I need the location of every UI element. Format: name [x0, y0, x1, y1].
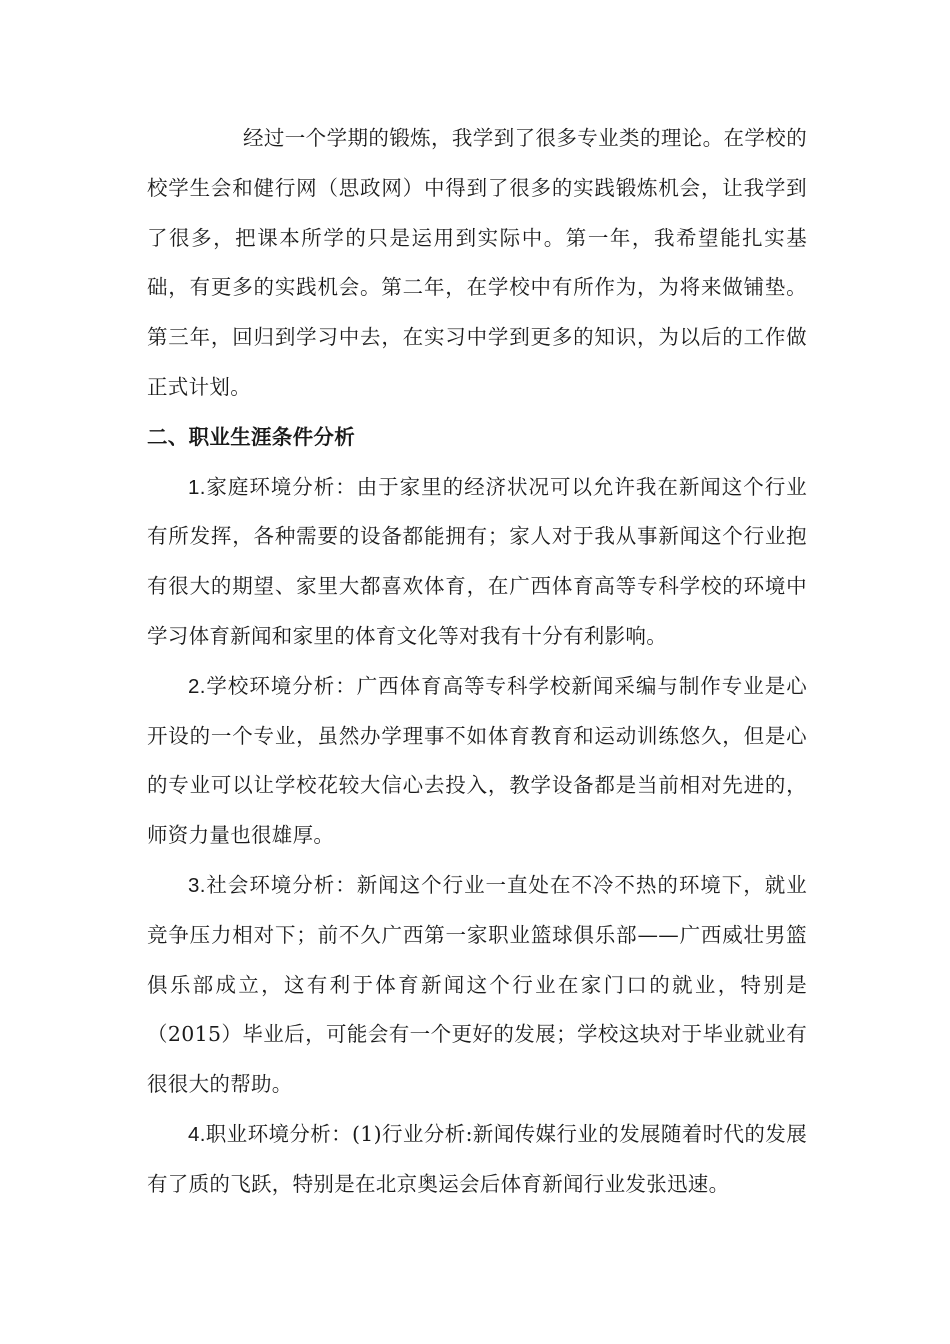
paragraph-school-environment [147, 662, 807, 861]
item-number: 1. [188, 475, 206, 499]
item-number: 4. [188, 1122, 206, 1146]
item-text: 学校环境分析：广西体育高等专科学校新闻采编与制作专业是心开设的一个专业，虽然办学理事不如体育教育和运动训练悠久，但是心的专业可以让学校花较大信心去投入，教学设备都是当前相对先进的，师资力量也很雄厚。 [147, 673, 807, 848]
paragraph-social-environment [147, 861, 807, 1110]
intro-paragraph: 经过一个学期的锻炼，我学到了很多专业类的理论。在学校的校学生会和健行网（思政网）中得到了很多的实践锻炼机会，让我学到了很多，把课本所学的只是运用到实际中。第一年，我希望能扎实基础，有更多的实践机会。第二年，在学校中有所作为，为将来做铺垫。第三年，回归到学习中去，在实习中学到更多的知识，为以后的工作做正式计划。 [147, 126, 807, 399]
item-text: 社会环境分析：新闻这个行业一直处在不冷不热的环境下，就业竞争压力相对下；前不久广西第一家职业篮球俱乐部——广西威壮男篮俱乐部成立，这有利于体育新闻这个行业在家门口的就业，特别是（2015）毕业后，可能会有一个更好的发展；学校这块对于毕业就业有很很大的帮助。 [147, 872, 807, 1097]
item-number: 3. [188, 873, 206, 897]
item-number: 2. [188, 674, 206, 698]
paragraph-career-environment [147, 1110, 807, 1210]
section-heading: 二、职业生涯条件分析 [147, 424, 355, 449]
document-body [147, 114, 807, 1210]
item-text: 职业环境分析：(1)行业分析:新闻传媒行业的发展随着时代的发展有了质的飞跃，特别是在北京奥运会后体育新闻行业发张迅速。 [147, 1121, 807, 1196]
item-text: 家庭环境分析：由于家里的经济状况可以允许我在新闻这个行业有所发挥，各种需要的设备都能拥有；家人对于我从事新闻这个行业抱有很大的期望、家里大都喜欢体育，在广西体育高等专科学校的环境中学习体育新闻和家里的体育文化等对我有十分有利影响。 [147, 474, 807, 648]
paragraph-family-environment [147, 463, 807, 662]
